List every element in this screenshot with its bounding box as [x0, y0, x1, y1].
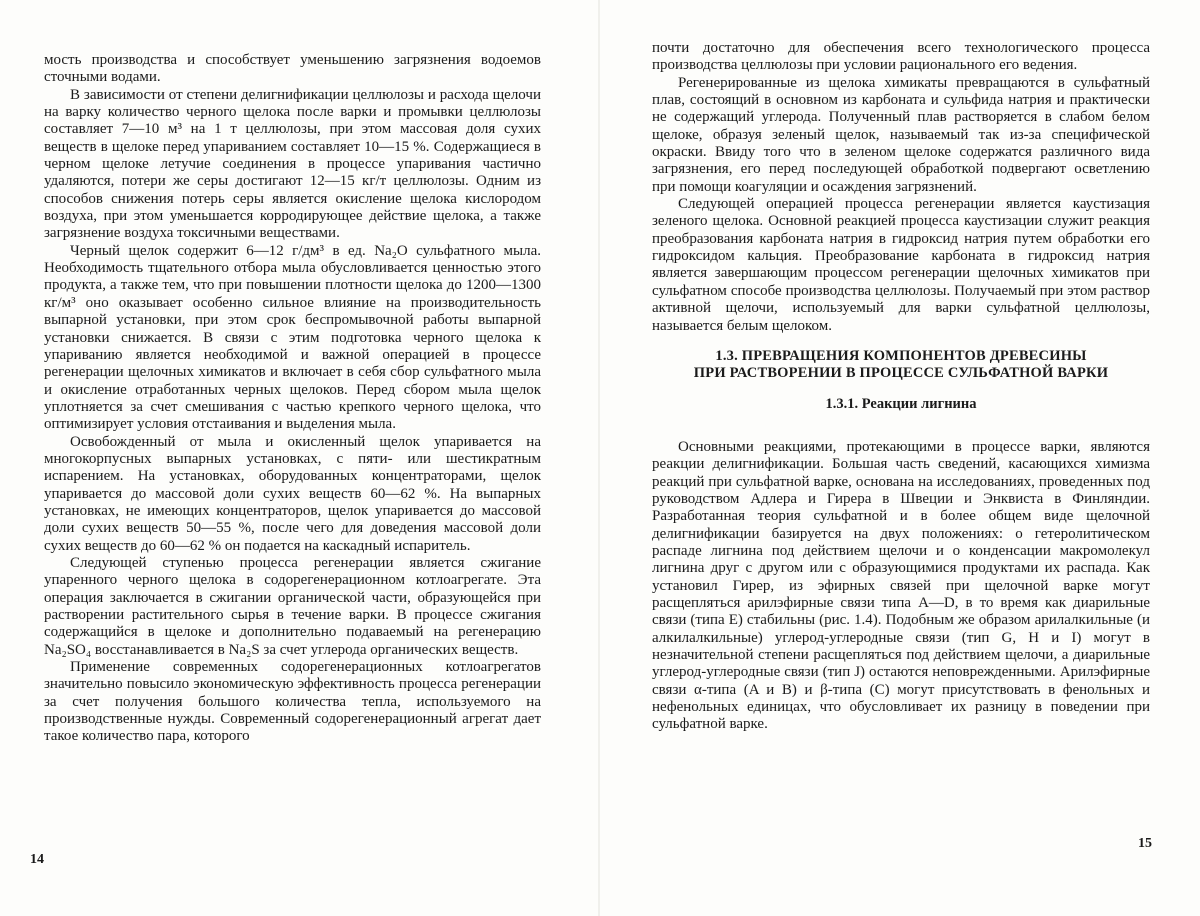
- paragraph: почти достаточно для обеспечения всего технологического процесса производства целлюлозы при условии рационального его ведения.: [652, 40, 1150, 74]
- left-page-text: [44, 52, 541, 746]
- page-number-left: 14: [30, 852, 44, 867]
- paragraph: Основными реакциями, протекающими в процессе варки, являются реакции делигнификации. Большая часть сведений, касающихся химизма реакций при сульфатной варке, основана на исследованиях, проведенных под руководством Адлера и Гирера в Швеции и Энквиста в Финляндии. Разработанная теория сульфатной и в более общем виде щелочной делигнификации базируется на двух положениях: о гетеролитическом распаде лигнина под действием щелочи и о конденсации макромолекул лигнина друг с другом или с образующимися продуктами их распада. Как установил Гирер, из эфирных связей при щелочной варке могут расщепляться арилэфирные связи типа A—D, в то время как диарильные связи (типа E) стабильны (рис. 1.4). Подобным же образом арилалкильные (и алкилалкильные) углерод-углеродные связи (тип G, H и I) могут в незначительной степени расщепляться под действием щелочи, а диарильные углерод-углеродные связи (тип J) остаются неповрежденными. Арилэфирные связи α-типа (A и B) и β-типа (C) могут присутствовать в фенольных и нефенольных единицах, что обусловливает их разницу в поведении при сульфатной варке.: [652, 438, 1150, 733]
- paragraph: Регенерированные из щелока химикаты превращаются в сульфатный плав, состоящий в основном из карбоната и сульфида натрия и практически не содержащий углерода. Полученный плав растворяется в слабом белом щелоке, образуя зеленый щелок, называемый так из-за специфической окраски. Ввиду того что в зеленом щелоке содержатся различного вида загрязнения, его перед последующей обработкой подвергают осветлению при помощи коагуляции и осаждения загрязнений.: [652, 74, 1150, 195]
- subsection-heading: 1.3.1. Реакции лигнина: [825, 395, 977, 412]
- right-page-text: [652, 40, 1150, 734]
- paragraph: Освобожденный от мыла и окисленный щелок упаривается на многокорпусных выпарных установках, с пяти- или шестикратным испарением. На установках, оборудованных концентраторами, щелок упаривается до массовой доли сухих веществ 60—62 %. На выпарных установках, не имеющих концентраторов, щелок упаривается до массовой доли сухих веществ 50—55 %, после чего для доведения массовой доли сухих веществ до 60—62 % он подается на каскадный испаритель.: [44, 433, 541, 554]
- paragraph: Следующей ступенью процесса регенерации является сжигание упаренного черного щелока в содорегенерационном котлоагрегате. Эта операция заключается в сжигании органической части, образующейся при растворении растительного сырья в течение варки. В процессе сжигания содержащийся в щелоке и дополнительно подаваемый на регенерацию Na₂SO₄ восстанавливается в Na₂S за счет углерода органических веществ.: [44, 554, 541, 658]
- page-number-right: 15: [1138, 836, 1152, 851]
- section-heading-line2: ПРИ РАСТВОРЕНИИ В ПРОЦЕССЕ СУЛЬФАТНОЙ ВАРКИ: [693, 364, 1109, 381]
- section-heading-line1: 1.3. ПРЕВРАЩЕНИЯ КОМПОНЕНТОВ ДРЕВЕСИНЫ: [715, 347, 1087, 364]
- paragraph: мость производства и способствует уменьшению загрязнения водоемов сточными водами.: [44, 52, 541, 86]
- section-heading: [652, 348, 1150, 382]
- paragraph: В зависимости от степени делигнификации целлюлозы и расхода щелочи на варку количество черного щелока после варки и промывки целлюлозы составляет 7—10 м³ на 1 т целлюлозы, при этом массовая доля сухих веществ в щелоке перед упариванием составляет 10—15 %. Содержащиеся в черном щелоке летучие соединения в процессе упаривания частично удаляются, потери же серы достигают 12—15 кг/т целлюлозы. Одним из способов снижения потерь серы является окисление щелока кислородом воздуха, при этом уменьшается корродирующее действие щелока, а также загрязнение воздуха токсичными веществами.: [44, 86, 541, 242]
- paragraph: Черный щелок содержит 6—12 г/дм³ в ед. Na₂O сульфатного мыла. Необходимость тщательного отбора мыла обусловливается ценностью этого продукта, а также тем, что при повышении плотности щелока до 1200—1300 кг/м³ оно оказывает особенно сильное влияние на производительность выпарной установки, при этом срок беспромывочной работы выпарной установки снижается. В связи с этим подготовка черного щелока к упариванию является необходимой и важной операцией в процессе регенерации щелочных химикатов и включает в себя сбор сульфатного мыла и окисление отработанных черных щелоков. Перед сбором мыла щелок уплотняется за счет смешивания с частью крепкого черного щелока, что оптимизирует условия отстаивания и выделения мыла.: [44, 242, 541, 433]
- paragraph: Применение современных содорегенерационных котлоагрегатов значительно повысило экономическую эффективность процесса регенерации за счет получения большого количества тепла, используемого на производственные нужды. Современный содорегенерационный агрегат дает такое количество пара, которого: [44, 659, 541, 745]
- paragraph: Следующей операцией процесса регенерации является каустизация зеленого щелока. Основной реакцией процесса каустизации служит реакция преобразования карбоната натрия в гидроксид натрия путем обработки его гидроксидом кальция. Преобразование карбоната в гидроксид натрия является завершающим процессом регенерации щелочных химикатов при сульфатном способе производства целлюлозы. Получаемый при этом раствор активной щелочи, используемый для варки сульфатной целлюлозы, называется белым щелоком.: [652, 196, 1150, 334]
- right-page: [600, 0, 1200, 916]
